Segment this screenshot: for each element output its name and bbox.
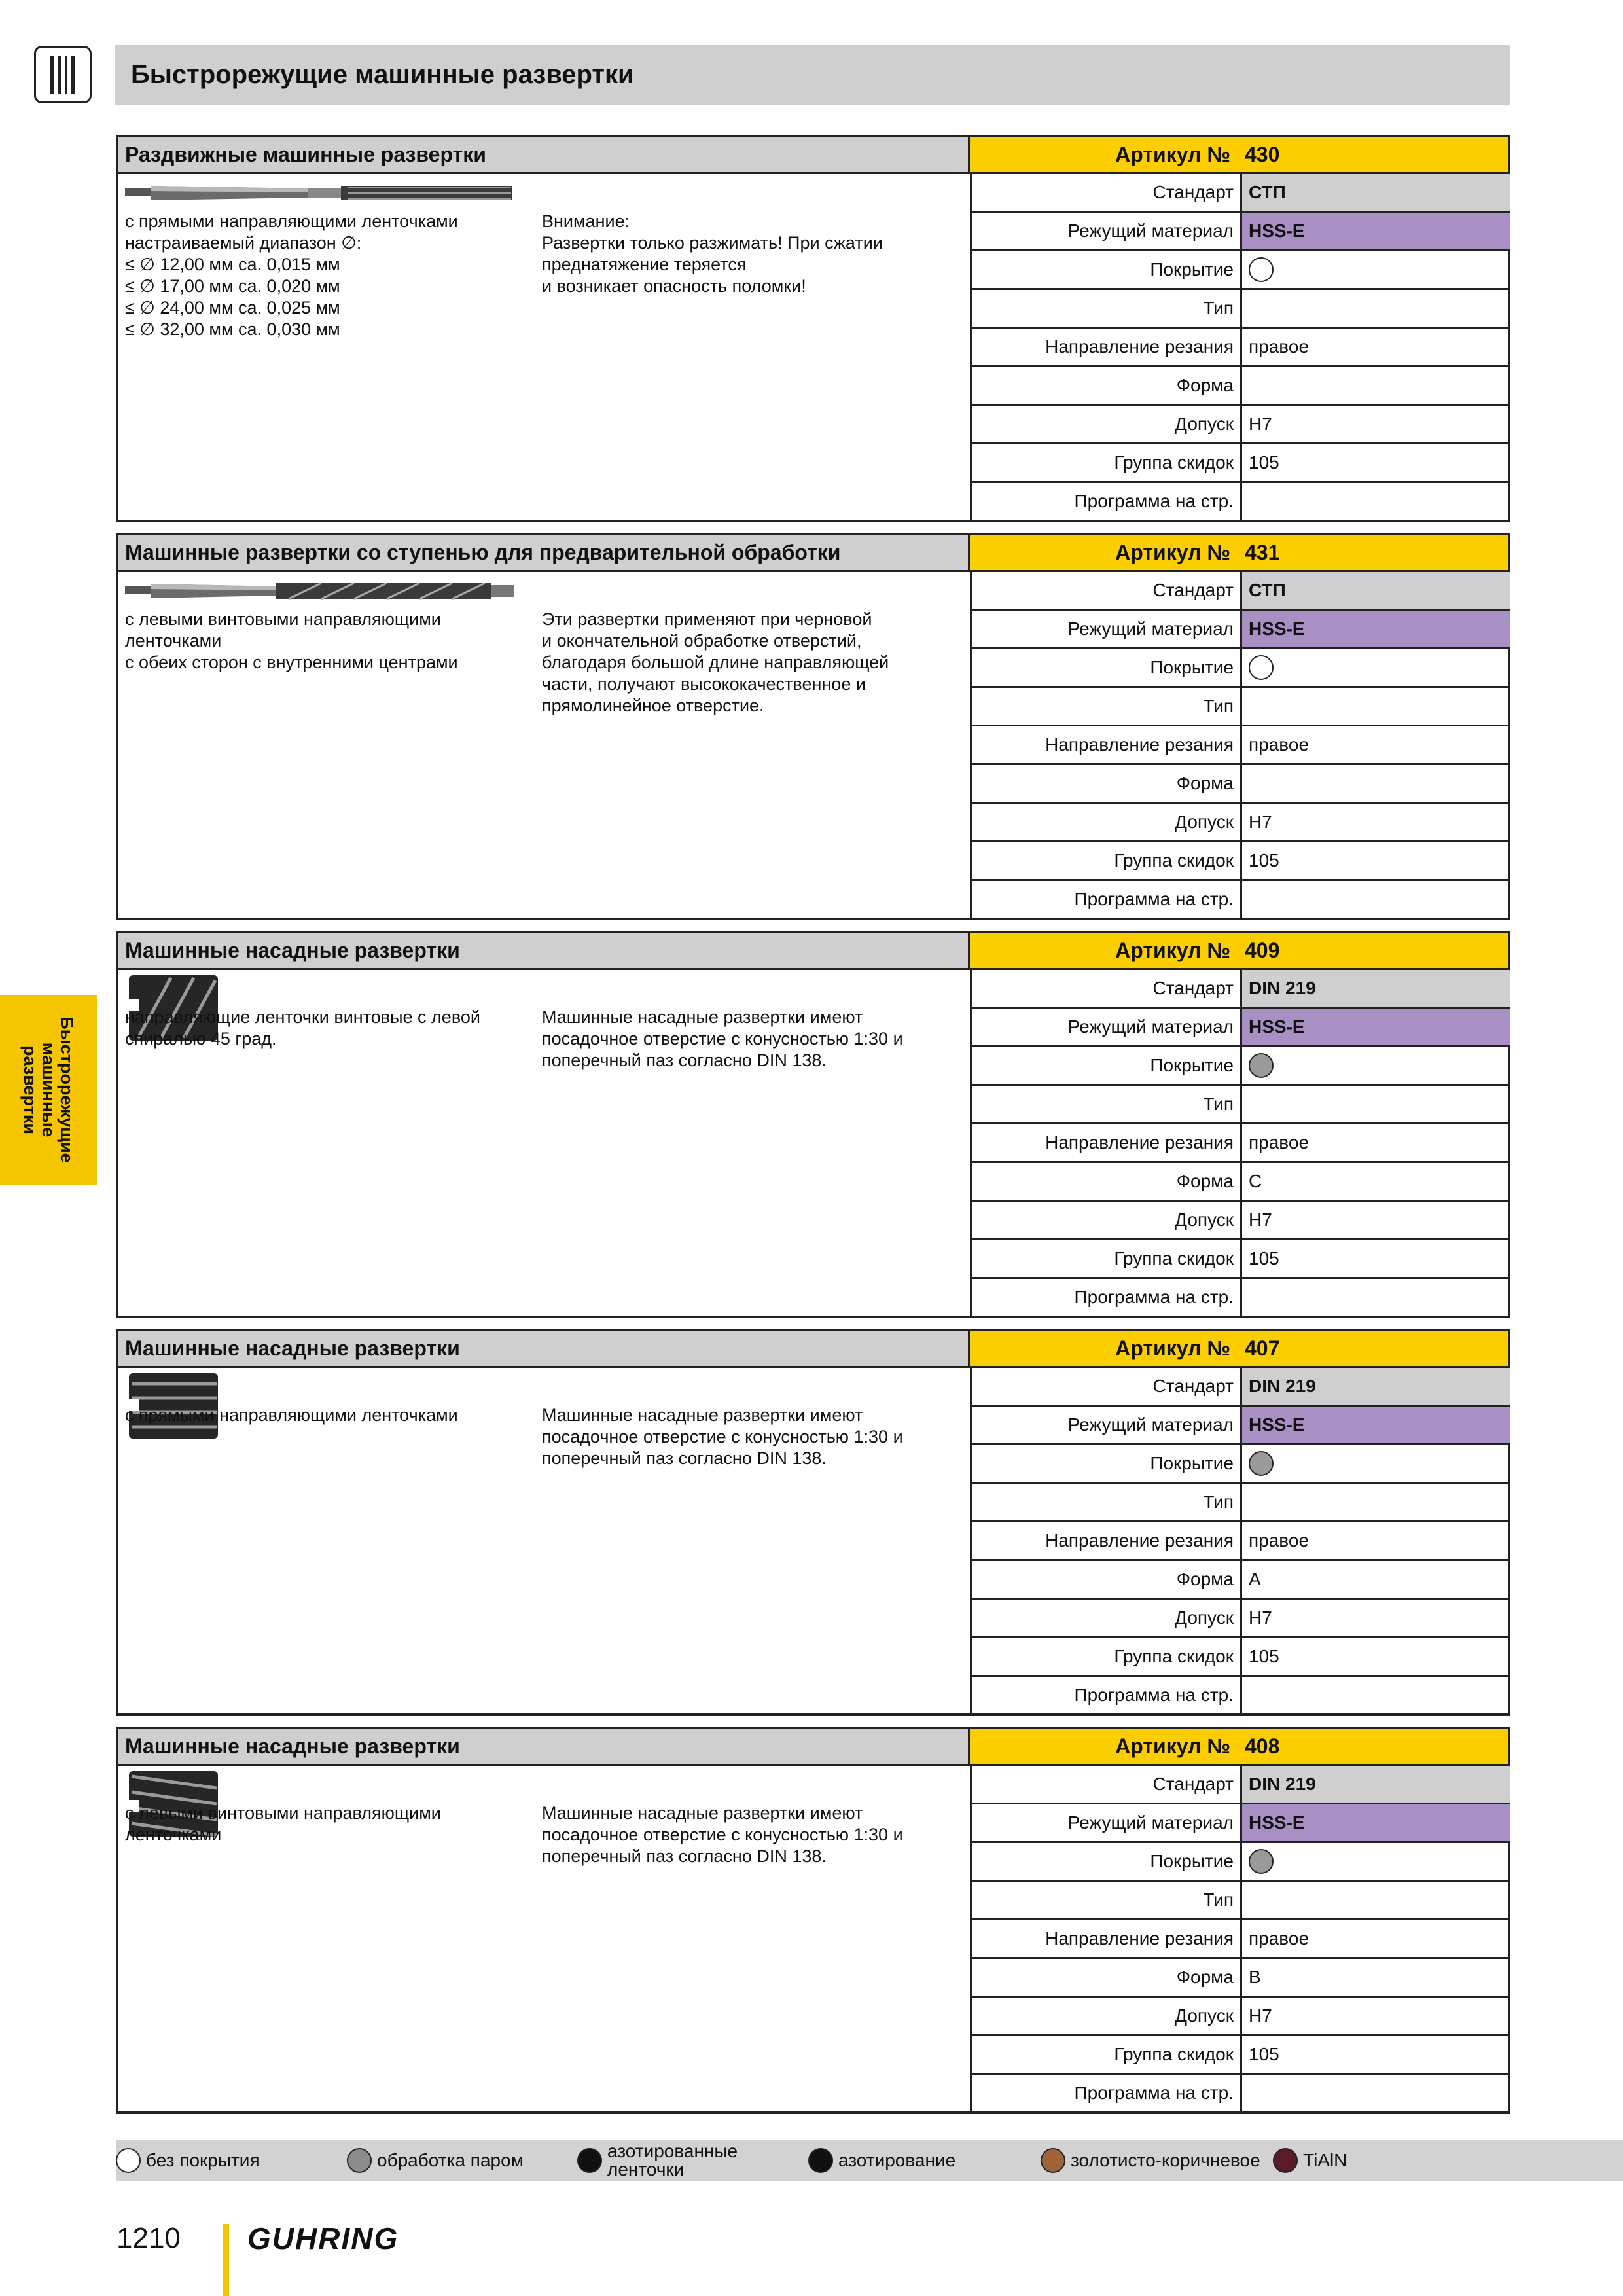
property-label: Покрытие [1150, 259, 1234, 279]
description-right: Машинные насадные развертки имеют посадочное отверстие с конусностью 1:30 и поперечный паз согласно DIN 138. [542, 1007, 903, 1070]
property-row-coating [972, 1047, 1510, 1086]
page-number: 1210 [116, 2222, 181, 2254]
property-label: Покрытие [1150, 657, 1234, 677]
property-label: Режущий материал [1067, 1812, 1234, 1833]
property-label: Режущий материал [1067, 221, 1234, 241]
property-value [1240, 765, 1510, 802]
product-section-407 [116, 1329, 1510, 1716]
property-value: правое [1240, 726, 1510, 763]
footer-divider [223, 2224, 229, 2296]
no-coating-icon [116, 2148, 141, 2173]
property-row-standard [972, 1368, 1510, 1407]
property-value: C [1240, 1163, 1510, 1200]
property-row-coating [972, 1843, 1510, 1882]
property-value [1240, 367, 1510, 404]
property-value [1240, 483, 1510, 520]
property-row-type [972, 1882, 1510, 1920]
property-value [1240, 1882, 1510, 1918]
legend-item [1041, 2140, 1260, 2181]
property-value [1240, 1677, 1510, 1713]
property-row-tolerance [972, 406, 1510, 444]
article-number[interactable]: 408 [1245, 1734, 1280, 1758]
section-title-bar [118, 933, 970, 970]
property-value: DIN 219 [1240, 1368, 1510, 1405]
article-number[interactable]: 431 [1245, 541, 1280, 564]
steam-coating-icon [1249, 1451, 1274, 1476]
property-value [1240, 1843, 1510, 1880]
property-value: правое [1240, 1124, 1510, 1161]
property-value [1240, 2075, 1510, 2111]
legend-label: обработка паром [377, 2150, 524, 2170]
property-label: Стандарт [1152, 580, 1234, 600]
properties-table [970, 1368, 1508, 1713]
property-row-discount [972, 1240, 1510, 1279]
property-row-program [972, 881, 1510, 920]
property-row-tolerance [972, 1202, 1510, 1240]
property-value: 105 [1240, 1240, 1510, 1277]
steam-coating-icon [1249, 1053, 1274, 1078]
property-value: H7 [1240, 1202, 1510, 1238]
section-title: Машинные насадные развертки [125, 939, 460, 962]
none-coating-icon [1249, 655, 1274, 680]
property-row-discount [972, 2036, 1510, 2075]
property-row-tolerance [972, 804, 1510, 842]
brand-logo: GUHRING [247, 2221, 399, 2255]
property-value: правое [1240, 329, 1510, 365]
property-label: Стандарт [1152, 1376, 1234, 1396]
product-section-409 [116, 931, 1510, 1318]
property-label: Программа на стр. [1074, 491, 1234, 511]
article-bar [970, 137, 1508, 174]
legend-label: TiAlN [1303, 2150, 1347, 2170]
property-label: Допуск [1175, 414, 1234, 434]
property-label: Направление резания [1045, 1530, 1234, 1551]
section-title: Машинные насадные развертки [125, 1734, 460, 1758]
property-row-coating [972, 649, 1510, 688]
property-label: Режущий материал [1067, 619, 1234, 639]
property-label: Стандарт [1152, 1774, 1234, 1794]
section-title-bar [118, 137, 970, 174]
property-row-material [972, 213, 1510, 251]
property-value [1240, 1484, 1510, 1520]
legend-item [808, 2140, 955, 2181]
properties-table [970, 1766, 1508, 2111]
property-row-material [972, 1804, 1510, 1843]
reamer-logo-icon [34, 46, 92, 103]
property-row-standard [972, 970, 1510, 1009]
property-value: правое [1240, 1522, 1510, 1559]
property-label: Стандарт [1152, 182, 1234, 202]
property-row-form [972, 367, 1510, 406]
property-label: Группа скидок [1114, 2044, 1234, 2064]
gold-brown-icon [1041, 2148, 1065, 2173]
property-value: HSS-E [1240, 1407, 1510, 1443]
property-label: Группа скидок [1114, 1248, 1234, 1268]
property-label: Стандарт [1152, 978, 1234, 998]
description-right: Эти развертки применяют при черновой и окончательной обработке отверстий, благодаря большой длине направляющей части, получают высококачественное и прямолинейное отверстие. [542, 609, 889, 715]
property-label: Форма [1176, 1569, 1234, 1589]
product-section-431 [116, 533, 1510, 920]
property-value: 105 [1240, 2036, 1510, 2073]
property-value: 105 [1240, 444, 1510, 481]
article-label: Артикул № [1115, 541, 1230, 564]
property-row-standard [972, 572, 1510, 611]
property-value [1240, 1445, 1510, 1482]
article-number[interactable]: 407 [1245, 1336, 1280, 1360]
none-coating-icon [1249, 257, 1274, 282]
property-value: 105 [1240, 1638, 1510, 1675]
description-right: Машинные насадные развертки имеют посадочное отверстие с конусностью 1:30 и поперечный паз согласно DIN 138. [542, 1405, 903, 1468]
property-row-direction [972, 329, 1510, 367]
property-row-type [972, 688, 1510, 726]
reamer-image-icon [125, 575, 518, 611]
legend-label: без покрытия [146, 2150, 260, 2170]
description-left: с прямыми направляющими ленточками настраиваемый диапазон ∅: ≤ ∅ 12,00 мм ca. 0,015 мм ≤ ∅ 17,00 мм ca. 0,020 мм ≤ ∅ 24,00 мм ca. 0,025 мм ≤ ∅ 32,00 мм ca. 0,030 мм [125, 211, 458, 339]
property-value: H7 [1240, 1600, 1510, 1636]
property-value: H7 [1240, 1998, 1510, 2034]
property-row-material [972, 1407, 1510, 1445]
property-row-form [972, 1561, 1510, 1600]
property-row-program [972, 483, 1510, 522]
property-value [1240, 1279, 1510, 1316]
section-title-bar [118, 535, 970, 572]
property-label: Форма [1176, 375, 1234, 395]
nitrided-lands-icon [577, 2148, 602, 2173]
property-label: Покрытие [1150, 1055, 1234, 1075]
property-label: Форма [1176, 1171, 1234, 1191]
section-title-bar [118, 1331, 970, 1368]
property-value: A [1240, 1561, 1510, 1598]
property-value: DIN 219 [1240, 970, 1510, 1007]
property-label: Тип [1203, 1492, 1234, 1512]
property-label: Направление резания [1045, 336, 1234, 357]
property-label: Покрытие [1150, 1851, 1234, 1871]
description-left: направляющие ленточки винтовые с левой спиралью 45 град. [125, 1007, 480, 1049]
property-row-tolerance [972, 1998, 1510, 2036]
properties-table [970, 970, 1508, 1316]
article-bar [970, 1331, 1508, 1368]
property-value [1240, 1086, 1510, 1122]
property-value: HSS-E [1240, 611, 1510, 647]
product-section-408 [116, 1727, 1510, 2114]
property-row-material [972, 1009, 1510, 1047]
property-value: H7 [1240, 804, 1510, 840]
section-title: Машинные развертки со ступенью для предварительной обработки [125, 541, 841, 564]
property-label: Программа на стр. [1074, 1287, 1234, 1307]
property-label: Направление резания [1045, 1132, 1234, 1153]
article-number[interactable]: 430 [1245, 143, 1280, 166]
tialn-icon [1273, 2148, 1298, 2173]
legend-label: золотисто-коричневое [1071, 2150, 1260, 2170]
property-label: Режущий материал [1067, 1016, 1234, 1037]
property-row-direction [972, 1522, 1510, 1561]
properties-table [970, 572, 1508, 918]
property-row-program [972, 1677, 1510, 1715]
property-label: Группа скидок [1114, 452, 1234, 473]
description-left: с прямыми направляющими ленточками [125, 1405, 458, 1425]
property-row-coating [972, 1445, 1510, 1484]
property-label: Тип [1203, 696, 1234, 716]
description-right: Машинные насадные развертки имеют посадочное отверстие с конусностью 1:30 и поперечный паз согласно DIN 138. [542, 1803, 903, 1866]
property-row-direction [972, 1124, 1510, 1163]
property-label: Покрытие [1150, 1453, 1234, 1473]
article-label: Артикул № [1115, 143, 1230, 166]
legend-item [116, 2140, 260, 2181]
property-label: Допуск [1175, 1607, 1234, 1628]
article-label: Артикул № [1115, 939, 1230, 962]
steam-coating-icon [1249, 1849, 1274, 1874]
property-label: Допуск [1175, 812, 1234, 832]
property-row-program [972, 2075, 1510, 2113]
legend-item [1273, 2140, 1347, 2181]
property-row-discount [972, 444, 1510, 483]
property-row-standard [972, 1766, 1510, 1804]
property-value: СТП [1240, 174, 1510, 211]
legend-label: азотирование [838, 2150, 956, 2170]
article-label: Артикул № [1115, 1734, 1230, 1758]
section-title: Машинные насадные развертки [125, 1336, 460, 1360]
property-row-form [972, 765, 1510, 804]
property-value [1240, 1047, 1510, 1084]
property-row-type [972, 1484, 1510, 1522]
legend-item [577, 2140, 738, 2181]
property-value [1240, 290, 1510, 327]
property-row-direction [972, 726, 1510, 765]
property-value: HSS-E [1240, 213, 1510, 249]
property-row-discount [972, 842, 1510, 881]
property-value: H7 [1240, 406, 1510, 442]
description-right: Внимание: Развертки только разжимать! При сжатии преднатяжение теряется и возникает опасность поломки! [542, 211, 883, 296]
property-value [1240, 649, 1510, 686]
property-row-coating [972, 251, 1510, 290]
page-title: Быстрорежущие машинные развертки [131, 60, 634, 89]
property-row-material [972, 611, 1510, 649]
article-bar [970, 1729, 1508, 1766]
property-label: Тип [1203, 298, 1234, 318]
description-left: с левыми винтовыми направляющими ленточками с обеих сторон с внутренними центрами [125, 609, 458, 672]
property-label: Форма [1176, 1967, 1234, 1987]
article-number[interactable]: 409 [1245, 939, 1280, 962]
property-value: 105 [1240, 842, 1510, 879]
properties-table [970, 174, 1508, 520]
article-label: Артикул № [1115, 1336, 1230, 1360]
property-value: HSS-E [1240, 1009, 1510, 1045]
reamer-image-icon [125, 177, 518, 213]
property-row-type [972, 290, 1510, 329]
property-value: DIN 219 [1240, 1766, 1510, 1803]
side-chapter-tab[interactable] [0, 995, 97, 1185]
property-row-type [972, 1086, 1510, 1124]
property-label: Направление резания [1045, 1928, 1234, 1948]
property-label: Группа скидок [1114, 850, 1234, 870]
property-label: Форма [1176, 773, 1234, 793]
property-value [1240, 688, 1510, 725]
section-title: Раздвижные машинные развертки [125, 143, 486, 166]
section-title-bar [118, 1729, 970, 1766]
property-row-standard [972, 174, 1510, 213]
property-row-discount [972, 1638, 1510, 1677]
property-value: правое [1240, 1920, 1510, 1957]
nitriding-icon [808, 2148, 833, 2173]
property-row-form [972, 1163, 1510, 1202]
steam-icon [347, 2148, 372, 2173]
property-label: Программа на стр. [1074, 1685, 1234, 1705]
property-value [1240, 251, 1510, 288]
property-label: Допуск [1175, 1210, 1234, 1230]
legend-label: азотированные ленточки [607, 2141, 738, 2179]
property-value [1240, 881, 1510, 918]
description-left: с левыми винтовыми направляющими ленточками [125, 1803, 441, 1844]
property-label: Группа скидок [1114, 1646, 1234, 1666]
article-bar [970, 535, 1508, 572]
property-label: Программа на стр. [1074, 2083, 1234, 2103]
side-chapter-tab-label: Быстрорежущие машинные развертки [20, 1016, 77, 1163]
property-label: Допуск [1175, 2005, 1234, 2026]
property-label: Программа на стр. [1074, 889, 1234, 909]
article-bar [970, 933, 1508, 970]
property-label: Тип [1203, 1890, 1234, 1910]
property-row-tolerance [972, 1600, 1510, 1638]
property-row-program [972, 1279, 1510, 1318]
property-value: СТП [1240, 572, 1510, 609]
property-row-form [972, 1959, 1510, 1998]
property-value: HSS-E [1240, 1804, 1510, 1841]
product-section-430 [116, 135, 1510, 522]
property-label: Направление резания [1045, 734, 1234, 755]
property-value: B [1240, 1959, 1510, 1996]
legend-item [347, 2140, 524, 2181]
property-row-direction [972, 1920, 1510, 1959]
property-label: Тип [1203, 1094, 1234, 1114]
property-label: Режущий материал [1067, 1414, 1234, 1435]
